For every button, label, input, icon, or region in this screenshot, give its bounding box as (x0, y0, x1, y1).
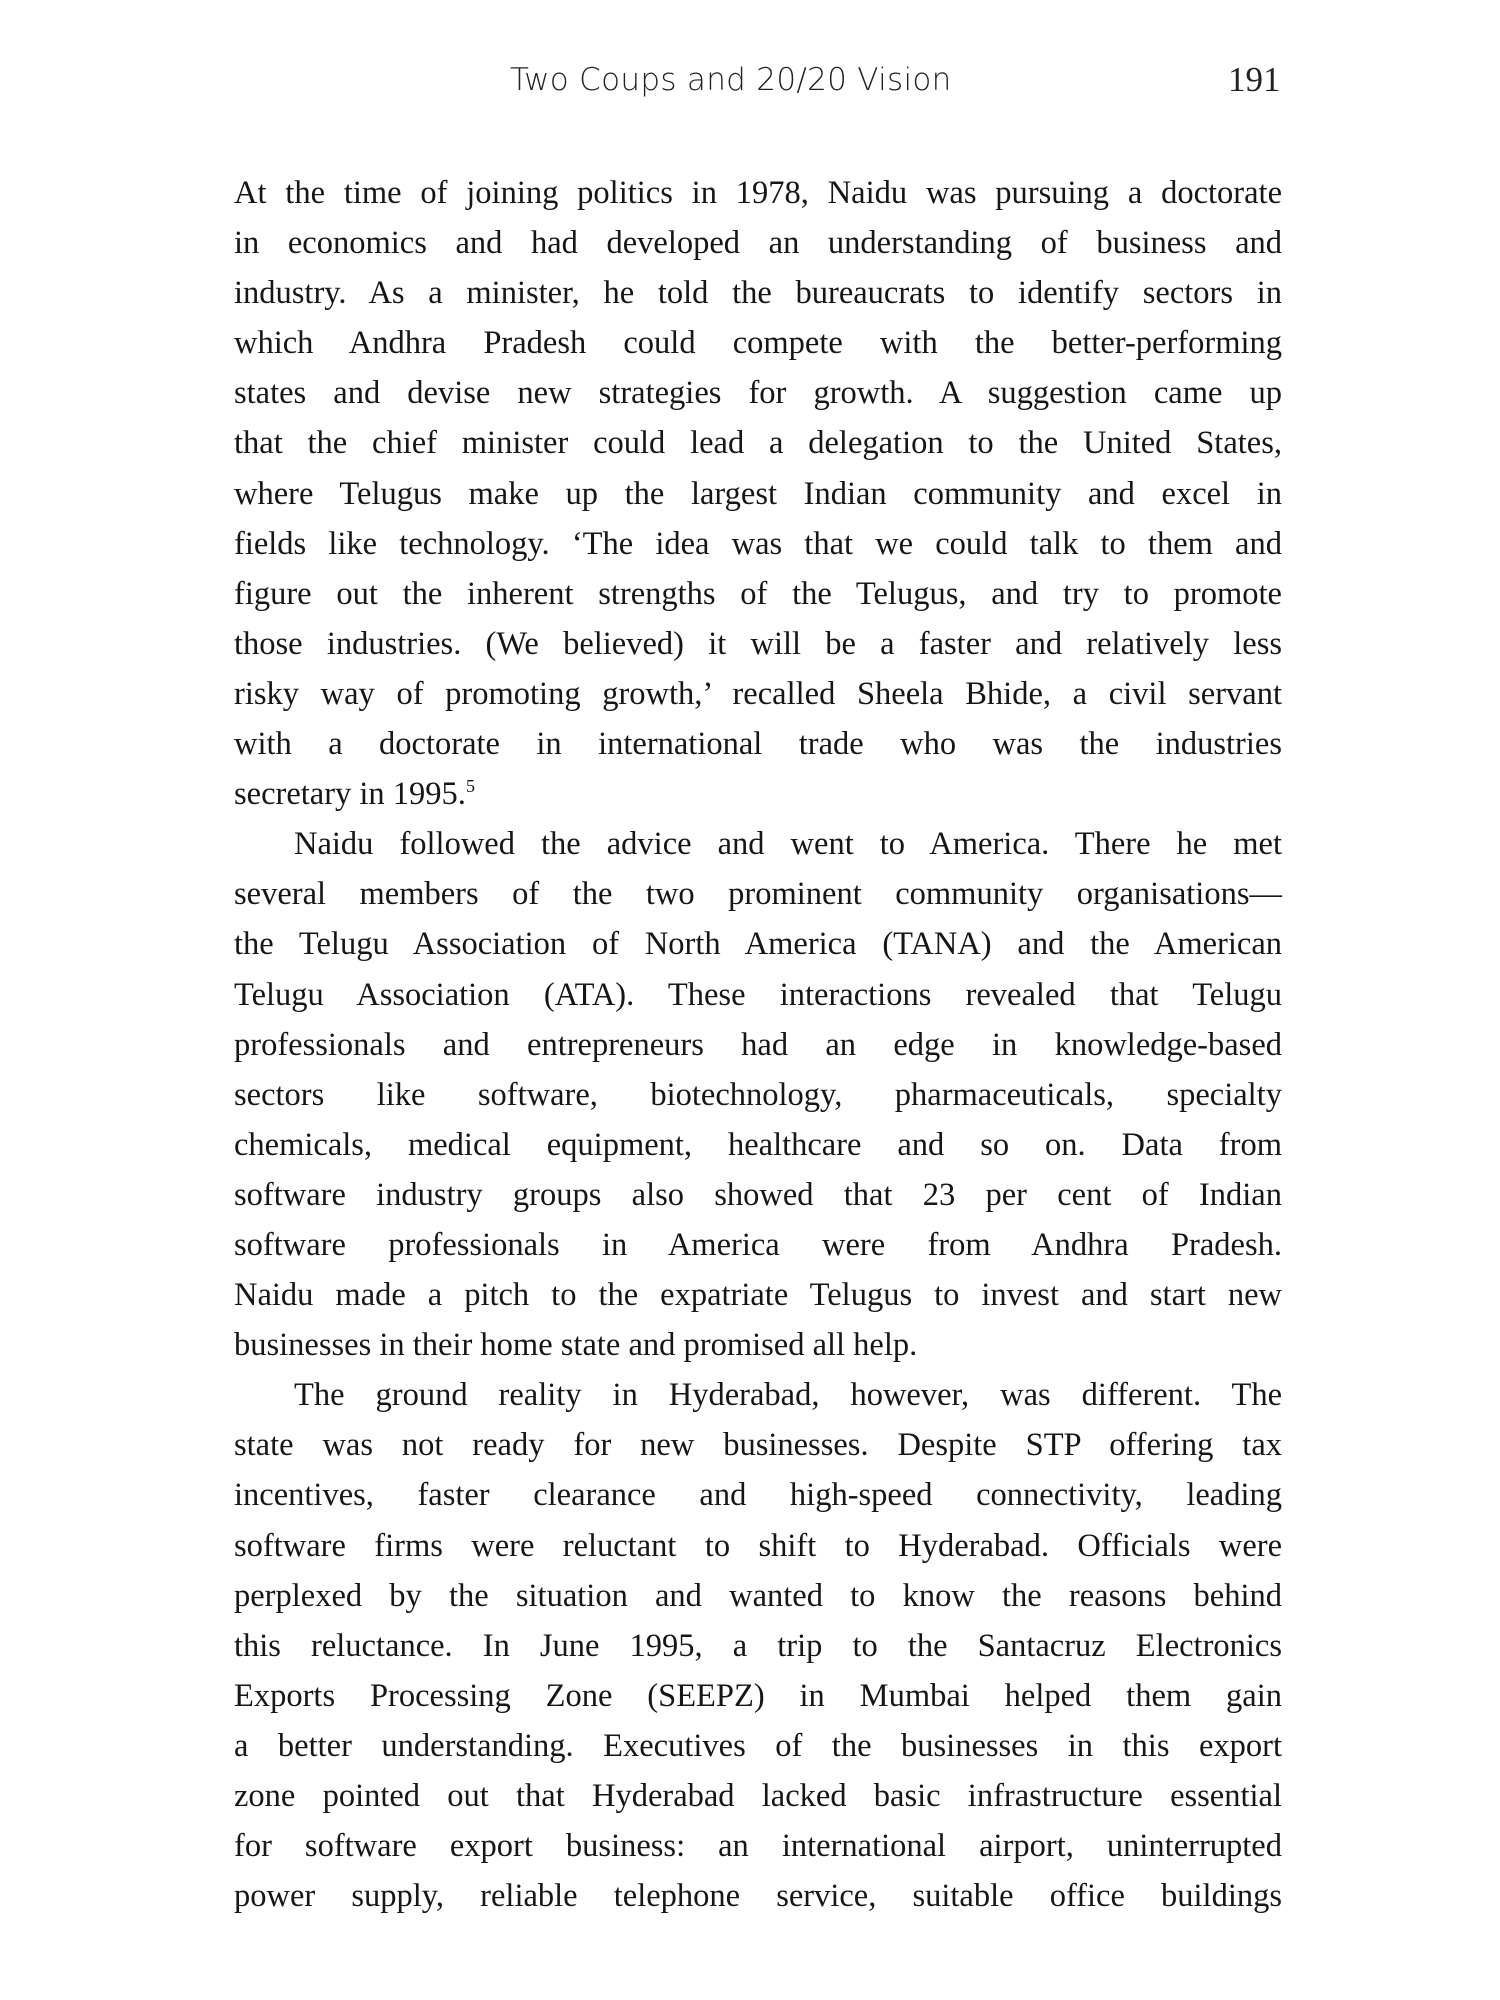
text-line (234, 1070, 1282, 1120)
text-line (234, 619, 1282, 669)
text-line (234, 1571, 1282, 1621)
line-text: risky way of promoting growth,’ recalled Sheela Bhide, a civil servant (234, 675, 1282, 712)
line-text: secretary in 1995. (234, 776, 466, 813)
text-line (234, 469, 1282, 519)
text-line (234, 1771, 1282, 1821)
text-line (234, 1020, 1282, 1070)
text-line (234, 869, 1282, 919)
text-line (234, 1320, 1282, 1370)
line-text: figure out the inherent strengths of the Telugus, and try to promote (234, 575, 1282, 612)
line-text: states and devise new strategies for growth. A suggestion came up (234, 375, 1282, 412)
text-line (234, 1220, 1282, 1270)
line-text: several members of the two prominent community organisations— (234, 876, 1282, 913)
text-line (234, 1470, 1282, 1520)
text-line (234, 168, 1282, 218)
text-line (234, 919, 1282, 969)
body-text (234, 168, 1282, 1921)
text-line (234, 1170, 1282, 1220)
text-line (234, 218, 1282, 268)
line-text: perplexed by the situation and wanted to know the reasons behind (234, 1577, 1282, 1614)
line-text: sectors like software, biotechnology, pharmaceuticals, specialty (234, 1076, 1282, 1113)
text-line (234, 1420, 1282, 1470)
text-line (234, 368, 1282, 418)
text-line (234, 970, 1282, 1020)
line-text: power supply, reliable telephone service, suitable office buildings (234, 1878, 1282, 1915)
text-line (234, 1721, 1282, 1771)
line-text: which Andhra Pradesh could compete with the better-performing (234, 325, 1282, 362)
line-text: The ground reality in Hyderabad, however, was different. The (294, 1377, 1282, 1414)
text-line (234, 418, 1282, 468)
text-line (234, 569, 1282, 619)
text-line (234, 669, 1282, 719)
line-text: At the time of joining politics in 1978, Naidu was pursuing a doctorate (234, 175, 1282, 211)
text-line (234, 1270, 1282, 1320)
line-text: Telugu Association (ATA). These interactions revealed that Telugu (234, 976, 1282, 1013)
line-text: fields like technology. ‘The idea was that we could talk to them and (234, 525, 1282, 562)
text-line (234, 1671, 1282, 1721)
text-line (234, 1521, 1282, 1571)
line-text: zone pointed out that Hyderabad lacked basic infrastructure essential (234, 1778, 1282, 1814)
line-text: the Telugu Association of North America (TANA) and the American (234, 926, 1282, 963)
text-line (234, 819, 1282, 869)
line-text: state was not ready for new businesses. Despite STP offering tax (234, 1427, 1282, 1464)
text-line (234, 1120, 1282, 1170)
running-head-title: Two Coups and 20/20 Vision (510, 62, 952, 98)
line-text: that the chief minister could lead a delegation to the United States, (234, 425, 1282, 462)
line-text: with a doctorate in international trade who was the industries (234, 726, 1282, 763)
text-line (234, 1821, 1282, 1871)
line-text: those industries. (We believed) it will be a faster and relatively less (234, 625, 1282, 662)
text-line (234, 268, 1282, 318)
line-text: in economics and had developed an understanding of business and (234, 225, 1282, 262)
line-text: professionals and entrepreneurs had an edge in knowledge-based (234, 1026, 1282, 1063)
line-text: Naidu followed the advice and went to America. There he met (294, 826, 1282, 863)
line-text: businesses in their home state and promised all help. (234, 1327, 918, 1364)
line-text: a better understanding. Executives of the businesses in this export (234, 1727, 1282, 1764)
footnote-marker: 5 (465, 776, 475, 797)
line-text: where Telugus make up the largest Indian community and excel in (234, 475, 1282, 512)
line-text: software industry groups also showed that 23 per cent of Indian (234, 1176, 1282, 1213)
text-line (234, 1370, 1282, 1420)
line-text: Naidu made a pitch to the expatriate Telugus to invest and start new (234, 1277, 1282, 1314)
line-text: industry. As a minister, he told the bureaucrats to identify sectors in (234, 275, 1282, 312)
line-text: software professionals in America were from Andhra Pradesh. (234, 1226, 1282, 1263)
line-text: for software export business: an international airport, uninterrupted (234, 1828, 1282, 1865)
text-line (234, 318, 1282, 368)
text-line (234, 769, 1282, 819)
line-text: chemicals, medical equipment, healthcare and so on. Data from (234, 1126, 1282, 1163)
text-line (234, 519, 1282, 569)
text-line (234, 1871, 1282, 1921)
line-text: this reluctance. In June 1995, a trip to the Santacruz Electronics (234, 1627, 1282, 1664)
text-line (234, 1621, 1282, 1671)
line-text: Exports Processing Zone (SEEPZ) in Mumbai helped them gain (234, 1677, 1282, 1714)
line-text: software firms were reluctant to shift to Hyderabad. Officials were (234, 1527, 1282, 1564)
line-text: incentives, faster clearance and high-speed connectivity, leading (234, 1477, 1282, 1514)
page-number: 191 (1228, 60, 1281, 99)
text-line (234, 719, 1282, 769)
